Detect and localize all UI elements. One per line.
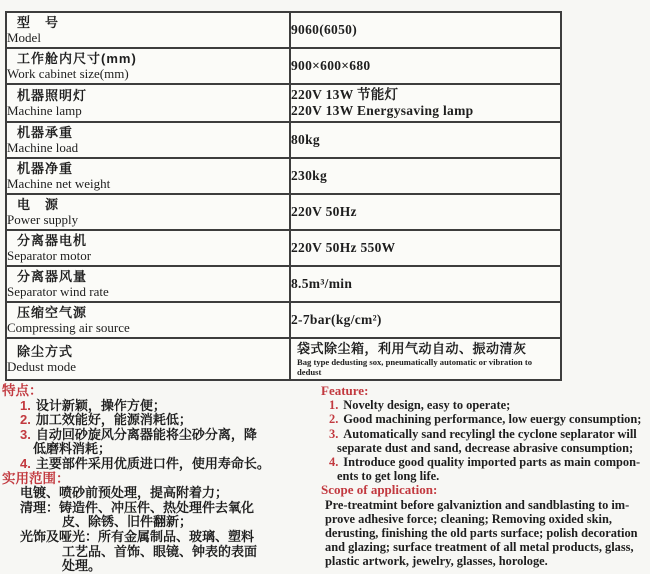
list-number: 4. [329,455,339,470]
value-cell [290,230,561,266]
features-en-heading: Feature: [321,383,369,398]
label-cn: 分离器电机 [17,233,88,248]
scope-cn-line: 处理。 [62,558,102,574]
scope-cn-line: 清理：铸造件、冲压件、热处理件去氧化 [20,499,255,515]
list-item-text: Automatically sand recylingl the cyclone seplarator will [343,426,637,441]
label-cn: 除尘方式 [17,344,74,359]
spec-value: 袋式除尘箱，利用气动自动、振动清灰 [297,341,527,356]
label-cn: 分离器风量 [17,269,88,284]
scope-cn-line: 皮、除锈、旧件翻新； [62,514,193,530]
table-row-separator-motor [6,230,561,266]
value-cell [290,84,561,122]
scope-cn-line: 工艺品、首饰、眼镜、钟表的表面 [62,543,258,559]
label-cn: 电 源 [17,197,60,212]
spec-value: 220V 50Hz [291,204,357,219]
label-cell [6,194,290,230]
list-item-text: 主要部件采用优质进口件，使用寿命长。 [35,455,270,471]
label-cell [6,84,290,122]
spec-value: 220V 13W 节能灯 [291,87,399,102]
scope-cn-line: 光饰及哑光：所有金属制品、玻璃、塑料 [20,528,255,544]
list-number: 2. [329,412,339,427]
table-row-power-supply [6,194,561,230]
label-cell [6,12,290,48]
scope-en-line: derusting, finishing the old parts surface; polish decoration [325,526,638,541]
list-item-line [20,428,320,443]
list-item-text: 加工效能好，能源消耗低； [35,412,192,428]
features-cn-section [2,384,320,574]
list-item-line [20,457,320,472]
spec-value: 8.5m³/min [291,276,353,291]
table-row-machine-lamp [6,84,561,122]
label-en: Compressing air source [7,320,130,335]
table-row-model [6,12,561,48]
value-cell [290,194,561,230]
label-cell [6,266,290,302]
table-row-dedust-mode [6,338,561,380]
spec-value: 230kg [291,168,328,183]
value-cell [290,302,561,338]
label-en: Model [7,30,41,45]
spec-table [5,11,562,381]
scope-en-line: Pre-treatmint before galvaniztion and sandblasting to im- [325,497,630,512]
spec-value-line2: Bag type dedusting sox, pneumatically automatic or vibration to dedust [297,357,532,377]
spec-value-line2: 220V 13W Energysaving lamp [291,103,474,118]
spec-value: 900×600×680 [291,58,371,73]
value-cell [290,122,561,158]
label-cn: 型 号 [17,15,60,30]
scope-en-line: and glazing; surface treatment of all metal products, glass, [325,540,634,555]
list-item-text: 设计新颖，操作方便； [35,397,166,413]
label-en: Power supply [7,212,79,227]
table-row-machine-load [6,122,561,158]
list-number: 3. [20,426,31,442]
label-cn: 机器承重 [17,125,74,140]
label-cell [6,48,290,84]
list-number: 1. [329,398,339,413]
list-item-line: ents to get long life. [337,469,440,484]
table-row-air-source [6,302,561,338]
label-en: Dedust mode [7,359,76,374]
list-item-line: separate dust and sand, decrease abrasive consumption; [337,440,634,455]
list-item-line [329,455,650,469]
value-cell [290,266,561,302]
label-en: Machine lamp [7,103,82,118]
label-en: Separator motor [7,248,92,263]
table-row-separator-wind-rate [6,266,561,302]
list-item-line [329,427,650,441]
value-cell [290,158,561,194]
table-row-net-weight [6,158,561,194]
label-en: Work cabinet size(mm) [7,66,129,81]
label-cell [6,302,290,338]
list-item-text: 自动回砂旋风分离器能将尘砂分离，降 [35,426,257,442]
spec-value: 80kg [291,132,320,147]
spec-value: 9060(6050) [291,22,357,37]
list-item-text: Introduce good quality imported parts as main compon- [343,455,641,470]
list-item-line [329,412,650,426]
label-cell [6,158,290,194]
list-item-text: Novelty design, easy to operate; [343,398,511,413]
list-number: 4. [20,455,31,471]
list-item-text: Good machining performance, low euergy consumption; [343,412,642,427]
value-cell [290,48,561,84]
features-en-section [321,384,650,569]
list-item-line: 低磨料消耗； [33,441,112,457]
label-en: Machine net weight [7,176,111,191]
list-item-line [20,413,320,428]
label-cell [6,122,290,158]
list-number: 3. [329,426,339,441]
label-en: Separator wind rate [7,284,109,299]
label-cell [6,230,290,266]
table-row-cabinet-size [6,48,561,84]
label-cn: 工作舱内尺寸(mm) [17,51,137,66]
list-item-line [329,398,650,412]
list-number: 1. [20,397,31,413]
label-cn: 压缩空气源 [17,305,88,320]
label-cn: 机器净重 [17,161,74,176]
scope-cn-heading: 实用范围： [2,470,70,486]
label-cn: 机器照明灯 [17,88,88,103]
value-cell [290,338,561,380]
list-number: 2. [20,412,31,428]
scope-en-line: prove adhesive force; cleaning; Removing oxided skin, [325,511,612,526]
list-item-line [20,399,320,414]
value-cell [290,12,561,48]
spec-value: 2-7bar(kg/cm²) [291,312,382,327]
label-en: Machine load [7,140,79,155]
scope-en-heading: Scope of application: [321,482,438,498]
features-cn-heading: 特点： [2,383,43,398]
scope-cn-line: 电镀、喷砂前预处理，提高附着力； [20,485,229,501]
spec-value: 220V 50Hz 550W [291,240,396,255]
scope-en-line: plastic artwork, jewelry, glasses, horologe. [325,554,548,569]
label-cell [6,338,290,380]
